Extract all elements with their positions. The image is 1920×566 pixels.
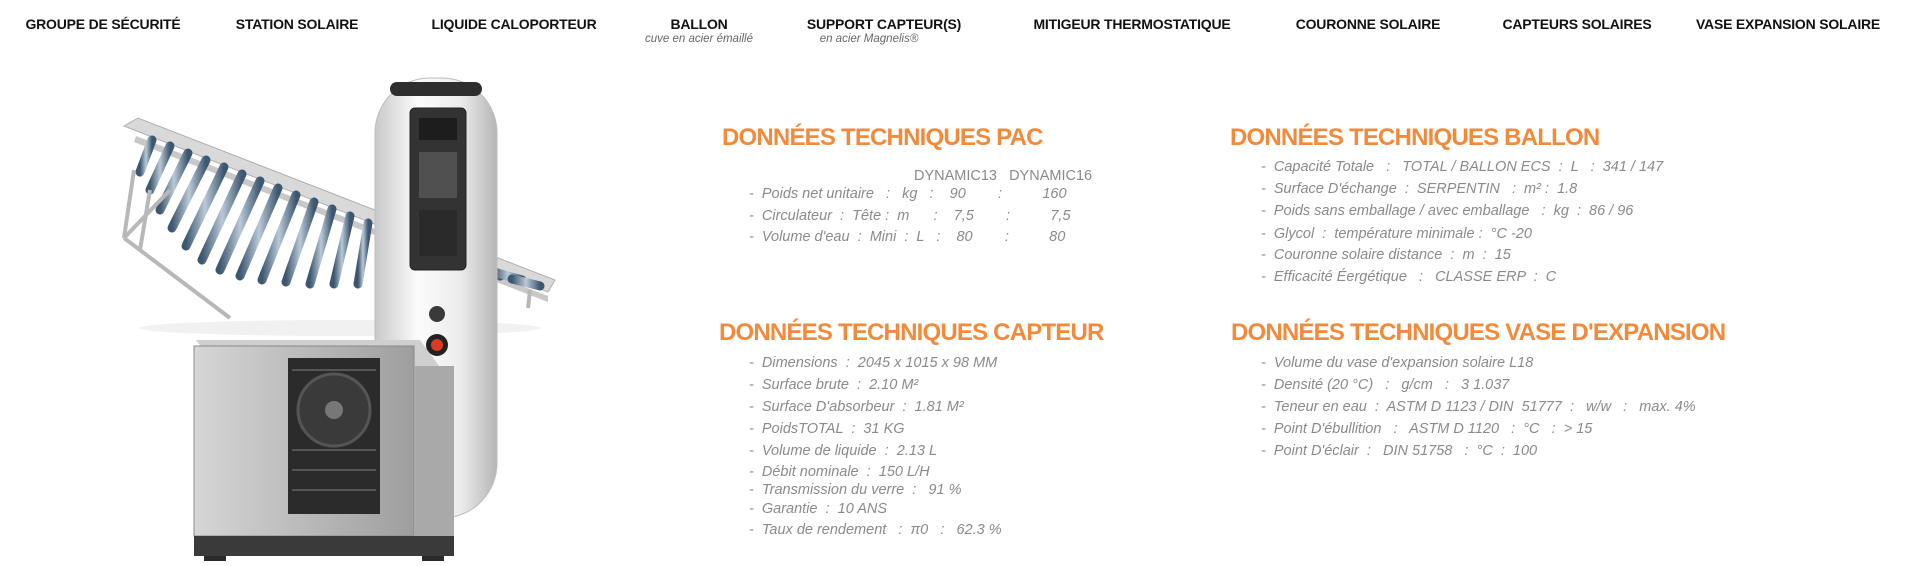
capteur-spec-row: - Volume de liquide : 2.13 L: [749, 443, 938, 459]
product-svg: [110, 70, 590, 561]
pac-spec-row: - Volume d'eau : Mini : L : 80 : 80: [749, 229, 1066, 245]
ballon-spec-row: - Surface D'échange : SERPENTIN : m² : 1.8: [1261, 181, 1578, 197]
capteur-spec-row: - Taux de rendement : π0 : 62.3 %: [749, 522, 1002, 538]
ballon-spec-row: - Couronne solaire distance : m : 15: [1261, 247, 1511, 263]
nav-label: VASE EXPANSION SOLAIRE: [1695, 16, 1881, 32]
nav-couronne-solaire[interactable]: [1296, 16, 1441, 32]
nav-sublabel: en acier Magnelis®: [819, 33, 919, 45]
capteur-spec-row: - PoidsTOTAL : 31 KG: [749, 421, 905, 437]
ballon-spec-row: - Capacité Totale : TOTAL / BALLON ECS : L : 341 / 147: [1261, 159, 1664, 175]
ballon-title: DONNÉES TECHNIQUES BALLON: [1230, 124, 1600, 151]
vase-title: DONNÉES TECHNIQUES VASE D'EXPANSION: [1231, 319, 1726, 346]
capteur-spec-row: - Surface D'absorbeur : 1.81 M²: [749, 399, 964, 415]
vase-spec-row: - Point D'ébullition : ASTM D 1120 : °C : > 15: [1261, 421, 1593, 437]
nav-station-solaire[interactable]: [236, 16, 358, 32]
capteur-spec-row: - Garantie : 10 ANS: [749, 501, 888, 517]
top-navigation: [0, 0, 1920, 60]
capteur-title: DONNÉES TECHNIQUES CAPTEUR: [719, 319, 1104, 346]
nav-support-capteurs[interactable]: [807, 16, 961, 45]
ballon-spec-row: - Efficacité Éergétique : CLASSE ERP : C: [1261, 269, 1557, 285]
nav-label: MITIGEUR THERMOSTATIQUE: [1033, 16, 1231, 32]
nav-capteurs-solaires[interactable]: [1502, 16, 1651, 32]
nav-groupe-securite[interactable]: [25, 16, 180, 32]
nav-label: COURONNE SOLAIRE: [1295, 16, 1441, 32]
ballon-spec-row: - Poids sans emballage / avec emballage : kg : 86 / 96: [1261, 203, 1634, 219]
nav-mitigeur-thermostatique[interactable]: [1033, 16, 1230, 32]
nav-label: CAPTEURS SOLAIRES: [1502, 16, 1652, 32]
nav-label: GROUPE DE SÉCURITÉ: [25, 16, 181, 32]
vase-spec-row: - Teneur en eau : ASTM D 1123 / DIN 51777 : w/w : max. 4%: [1261, 399, 1696, 415]
capteur-spec-row: - Surface brute : 2.10 M²: [749, 377, 919, 393]
pac-column-headers: DYNAMIC13 DYNAMIC16: [914, 168, 1093, 184]
capteur-spec-row: - Dimensions : 2045 x 1015 x 98 MM: [749, 355, 998, 371]
vase-spec-row: - Densité (20 °C) : g/cm : 3 1.037: [1261, 377, 1510, 393]
pac-spec-row: - Circulateur : Tête : m : 7,5 : 7,5: [749, 208, 1071, 224]
capteur-spec-row: - Transmission du verre : 91 %: [749, 482, 962, 498]
capteur-spec-row: - Débit nominale : 150 L/H: [749, 464, 930, 480]
pac-title: DONNÉES TECHNIQUES PAC: [722, 124, 1043, 151]
product-illustration: [110, 70, 590, 561]
nav-label: SUPPORT CAPTEUR(S): [806, 16, 962, 32]
nav-label: LIQUIDE CALOPORTEUR: [431, 16, 597, 32]
nav-liquide-caloporteur[interactable]: [432, 16, 597, 32]
nav-vase-expansion-solaire[interactable]: [1696, 16, 1880, 32]
heat-pump-illustration: [194, 340, 454, 561]
nav-label: BALLON: [670, 16, 728, 32]
vase-spec-row: - Volume du vase d'expansion solaire L18: [1261, 355, 1534, 371]
nav-ballon[interactable]: [645, 16, 753, 45]
vase-spec-row: - Point D'éclair : DIN 51758 : °C : 100: [1261, 443, 1538, 459]
ballon-spec-row: - Glycol : température minimale : °C -20: [1261, 226, 1532, 242]
nav-label: STATION SOLAIRE: [235, 16, 359, 32]
pac-spec-row: - Poids net unitaire : kg : 90 : 160: [749, 186, 1067, 202]
nav-sublabel: cuve en acier émaillé: [644, 33, 754, 45]
